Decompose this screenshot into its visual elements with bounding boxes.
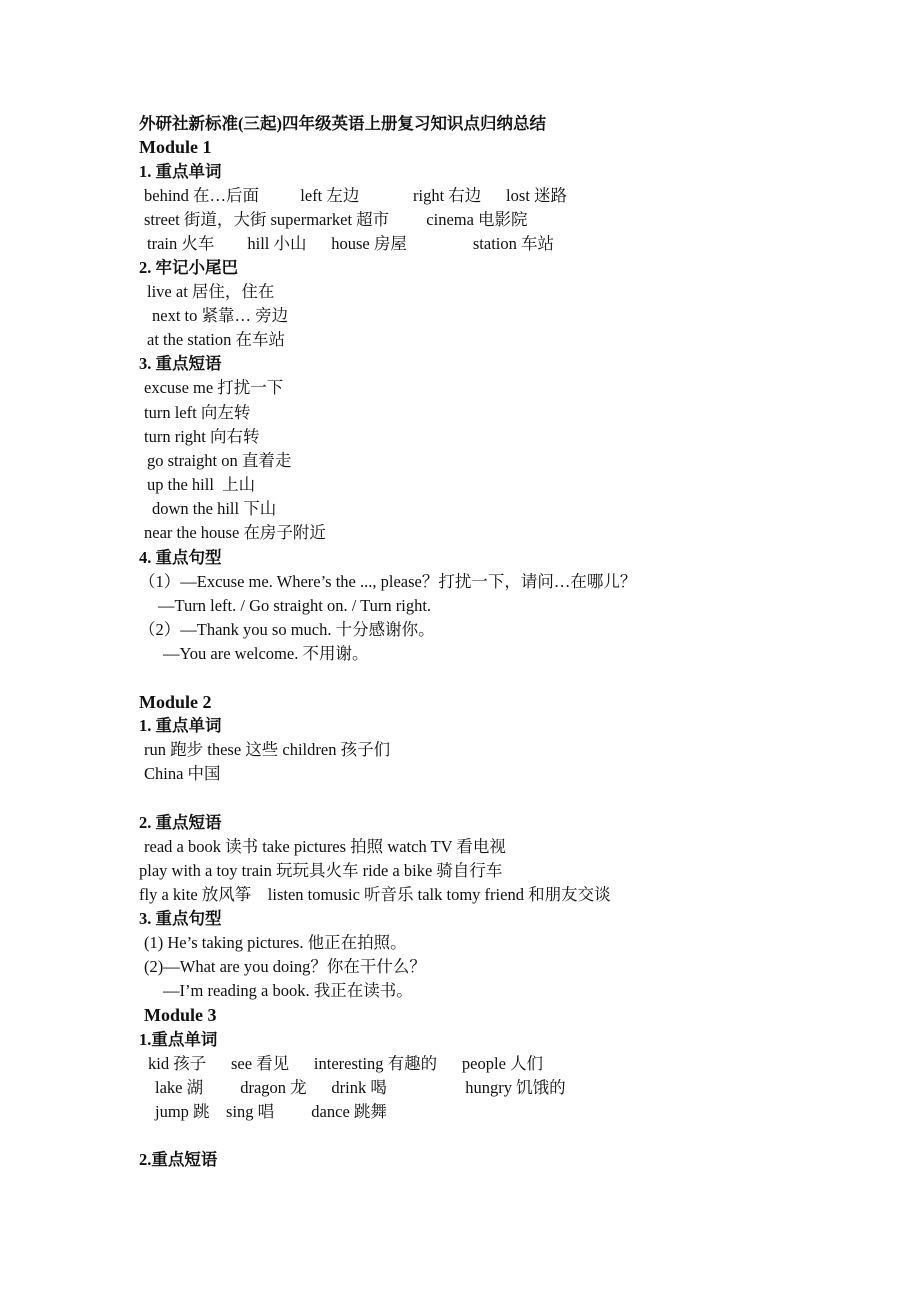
vocab-line: jump 跳 sing 唱 dance 跳舞 (155, 1102, 387, 1121)
phrase-line: fly a kite 放风筝 listen tomusic 听音乐 talk tomy friend 和朋友交谈 (139, 885, 611, 904)
section-heading: 2. 重点短语 (139, 813, 222, 832)
phrase-line: play with a toy train 玩玩具火车 ride a bike 骑自行车 (139, 861, 503, 880)
sentence-line: —You are welcome. 不用谢。 (163, 644, 369, 663)
section-heading: 1.重点单词 (139, 1030, 218, 1049)
sentence-line: —Turn left. / Go straight on. / Turn right. (158, 596, 432, 615)
sentence-line: （2）—Thank you so much. 十分感谢你。 (139, 620, 435, 639)
module-heading: Module 3 (144, 1005, 217, 1025)
sentence-line: (2)—What are you doing？你在干什么？ (144, 957, 426, 976)
vocab-line: run 跑步 these 这些 children 孩子们 (144, 740, 391, 759)
sentence-line: —I’m reading a book. 我正在读书。 (163, 981, 413, 1000)
vocab-line: China 中国 (144, 764, 221, 783)
document-title: 外研社新标准(三起)四年级英语上册复习知识点归纳总结 (139, 114, 546, 133)
module-heading: Module 1 (139, 137, 212, 157)
section-heading: 1. 重点单词 (139, 716, 222, 735)
section-heading: 2.重点短语 (139, 1150, 218, 1169)
phrase-line: down the hill 下山 (152, 499, 277, 518)
section-heading: 2. 牢记小尾巴 (139, 258, 238, 277)
phrase-line: live at 居住，住在 (147, 282, 275, 301)
vocab-line: kid 孩子 see 看见 interesting 有趣的 people 人们 (148, 1054, 544, 1073)
section-heading: 1. 重点单词 (139, 162, 222, 181)
sentence-line: （1）—Excuse me. Where’s the ..., please？打扰一下，请问…在哪儿？ (139, 572, 637, 591)
vocab-line: lake 湖 dragon 龙 drink 喝 hungry 饥饿的 (155, 1078, 566, 1097)
phrase-line: next to 紧靠… 旁边 (152, 306, 289, 325)
module-heading: Module 2 (139, 692, 212, 712)
vocab-line: behind 在…后面 left 左边 right 右边 lost 迷路 (144, 186, 568, 205)
phrase-line: turn left 向左转 (144, 403, 251, 422)
vocab-line: train 火车 hill 小山 house 房屋 station 车站 (147, 234, 554, 253)
phrase-line: excuse me 打扰一下 (144, 378, 284, 397)
section-heading: 3. 重点句型 (139, 909, 222, 928)
phrase-line: go straight on 直着走 (147, 451, 292, 470)
vocab-line: street 街道，大街 supermarket 超市 cinema 电影院 (144, 210, 528, 229)
phrase-line: at the station 在车站 (147, 330, 285, 349)
phrase-line: near the house 在房子附近 (144, 523, 326, 542)
phrase-line: up the hill 上山 (147, 475, 256, 494)
sentence-line: (1) He’s taking pictures. 他正在拍照。 (144, 933, 407, 952)
section-heading: 4. 重点句型 (139, 548, 222, 567)
phrase-line: read a book 读书 take pictures 拍照 watch TV 看电视 (144, 837, 506, 856)
section-heading: 3. 重点短语 (139, 354, 222, 373)
phrase-line: turn right 向右转 (144, 427, 260, 446)
